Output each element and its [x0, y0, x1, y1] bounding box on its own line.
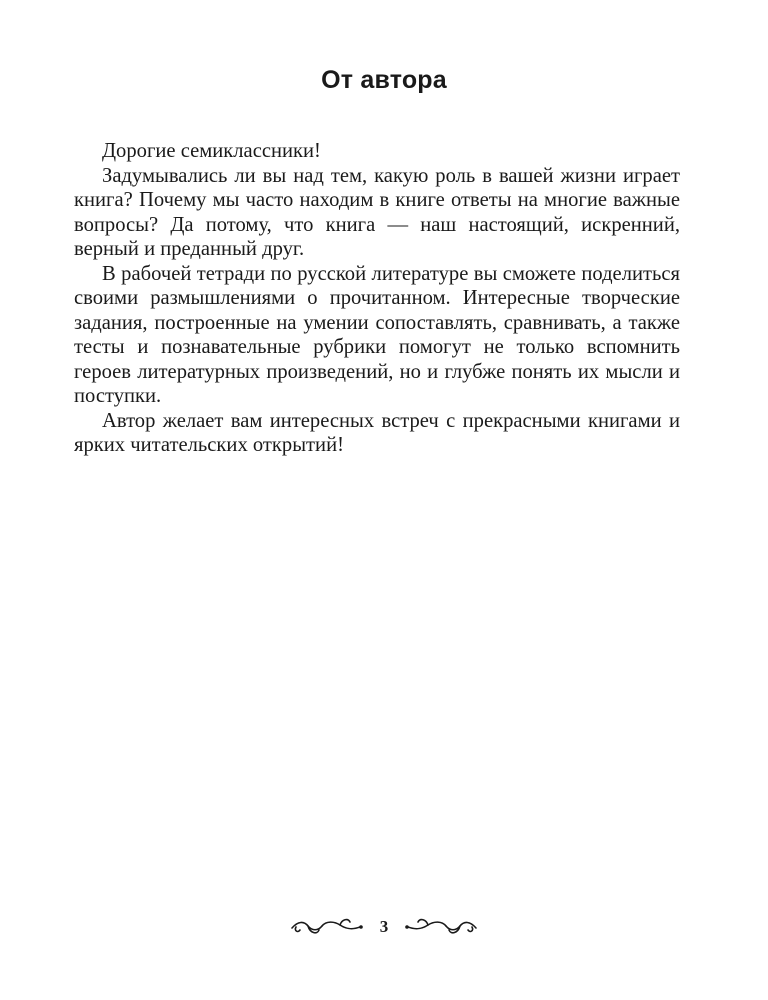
paragraph: В рабочей тетради по русской литературе вы сможете поделиться своими размышлениями о прочитанном. Интересные творческие задания, построенные на умении сопоставлять, сравнивать, а также тесты и познавательные рубрики помогут не только вспомнить героев литературных произведений, но и глубже понять их мысли и поступки. [74, 262, 680, 407]
greeting-paragraph: Дорогие семиклассники! [102, 140, 321, 162]
body-text [74, 139, 680, 458]
page-number: 3 [379, 917, 389, 936]
page-footer [0, 912, 768, 942]
flourish-right-icon [404, 915, 478, 939]
paragraph: Задумывались ли вы над тем, какую роль в вашей жизни играет книга? Почему мы часто находим в книге ответы на многие важные вопросы? Да потому, что книга — наш настоящий, искренний, верный и преданный друг. [74, 164, 680, 260]
page-title: От автора [321, 66, 447, 94]
paragraph: Автор желает вам интересных встреч с прекрасными книгами и ярких читательских открытий! [74, 409, 680, 456]
flourish-left-icon [290, 915, 364, 939]
